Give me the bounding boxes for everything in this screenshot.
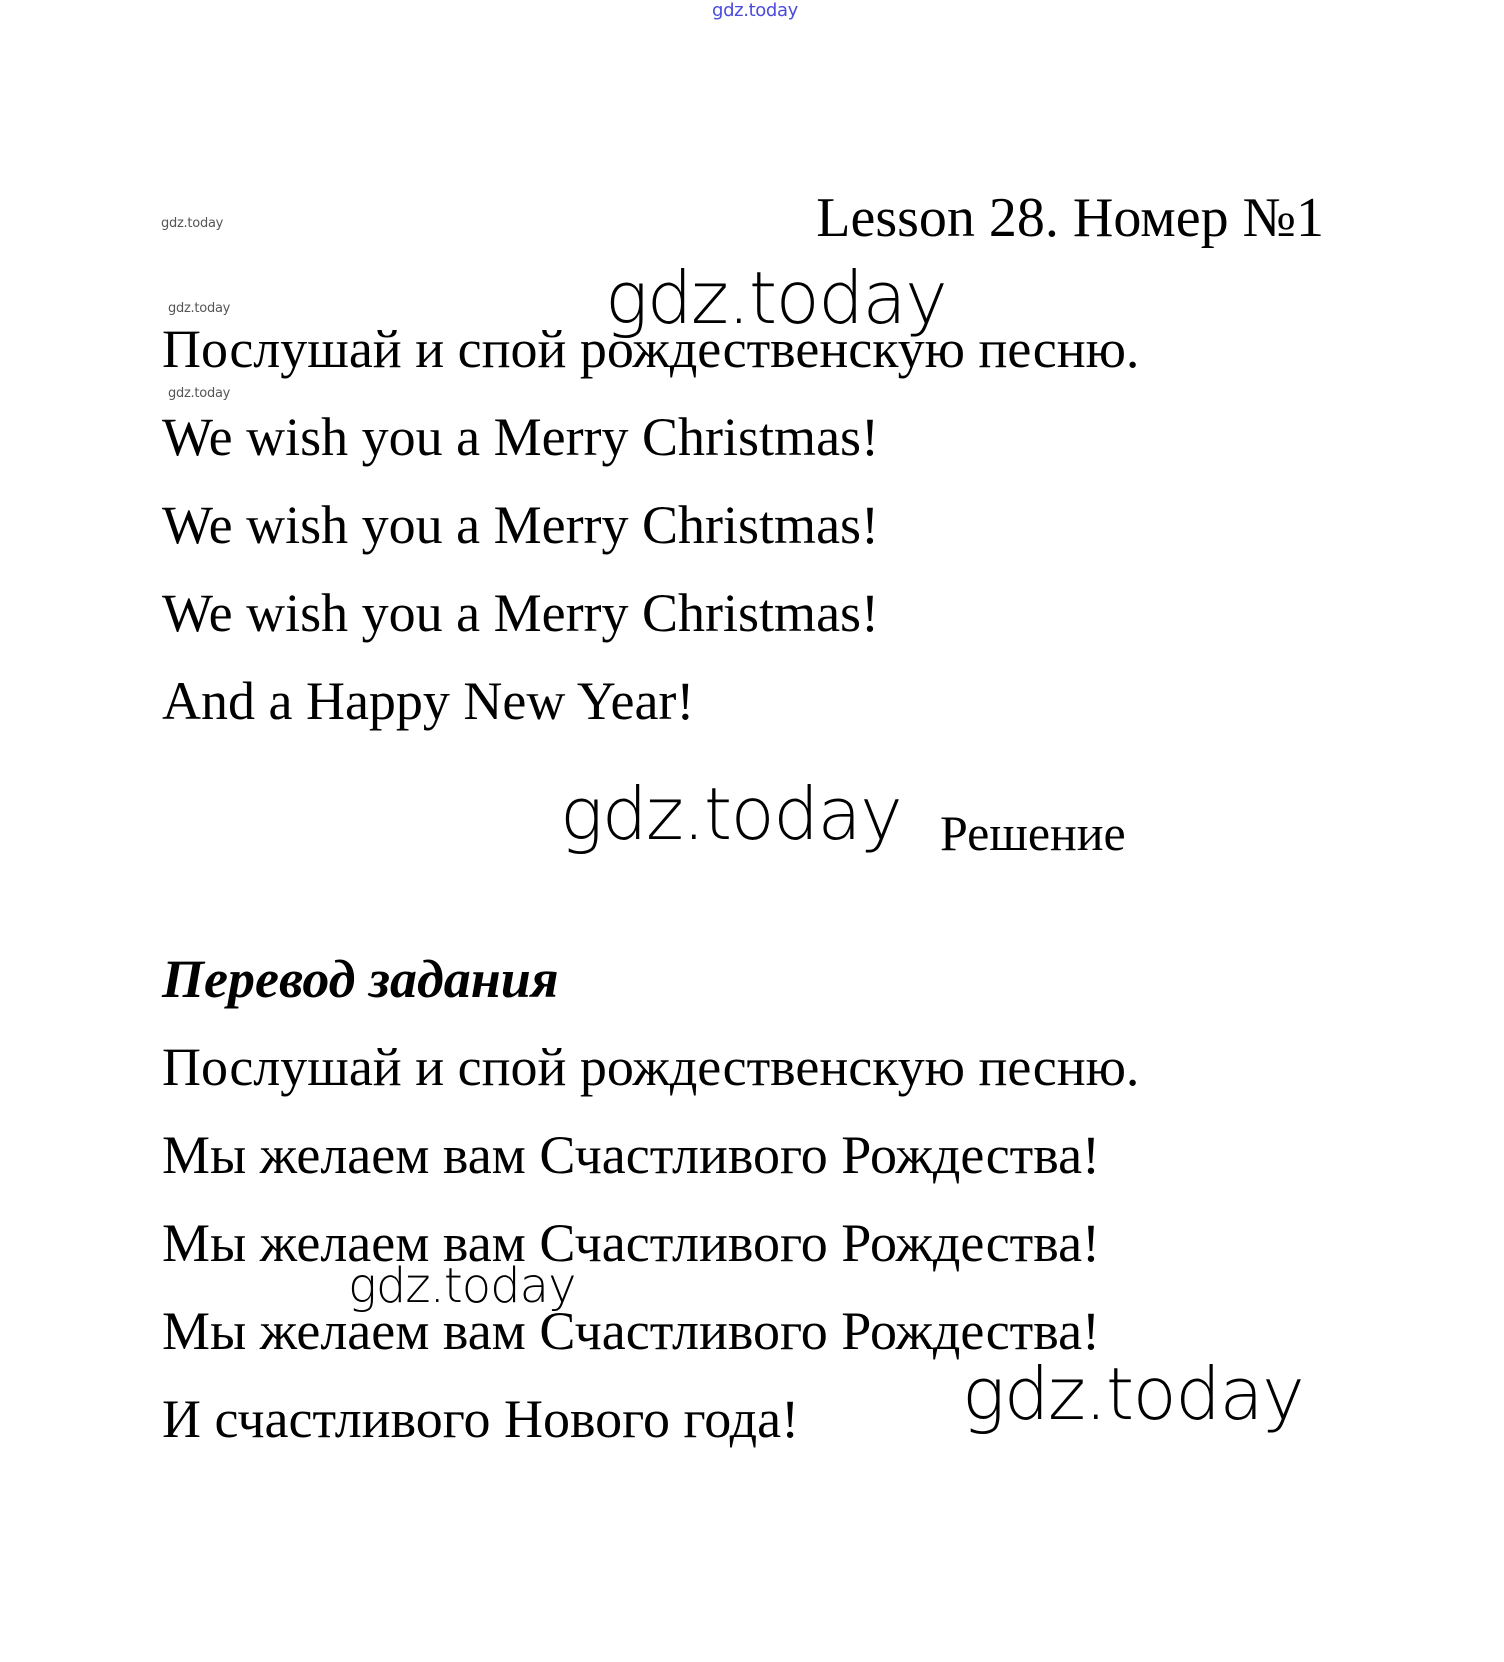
- watermark-small: gdz.today: [161, 216, 224, 231]
- song-line: We wish you a Merry Christmas!: [162, 407, 880, 467]
- song-line: We wish you a Merry Christmas!: [162, 583, 880, 643]
- translation-line: Мы желаем вам Счастливого Рождества!: [162, 1301, 1101, 1361]
- translation-heading: Перевод задания: [162, 949, 559, 1009]
- translation-line: Мы желаем вам Счастливого Рождества!: [162, 1125, 1101, 1185]
- solution-label: Решение: [940, 805, 1126, 861]
- page-title: Lesson 28. Номер №1: [816, 187, 1324, 249]
- watermark-large: gdz.today: [560, 772, 902, 856]
- watermark-large: gdz.today: [605, 256, 947, 340]
- song-line: And a Happy New Year!: [162, 671, 695, 731]
- watermark-large: gdz.today: [348, 1258, 576, 1314]
- translation-line: Мы желаем вам Счастливого Рождества!: [162, 1213, 1101, 1273]
- translation-line: И счастливого Нового года!: [162, 1389, 800, 1449]
- task-instruction: Послушай и спой рождественскую песню.: [162, 319, 1140, 379]
- translation-instruction: Послушай и спой рождественскую песню.: [162, 1037, 1140, 1097]
- watermark-large: gdz.today: [962, 1352, 1304, 1436]
- watermark-top: gdz.today: [712, 0, 798, 21]
- song-line: We wish you a Merry Christmas!: [162, 495, 880, 555]
- watermark-small: gdz.today: [168, 386, 231, 401]
- watermark-small: gdz.today: [168, 301, 231, 316]
